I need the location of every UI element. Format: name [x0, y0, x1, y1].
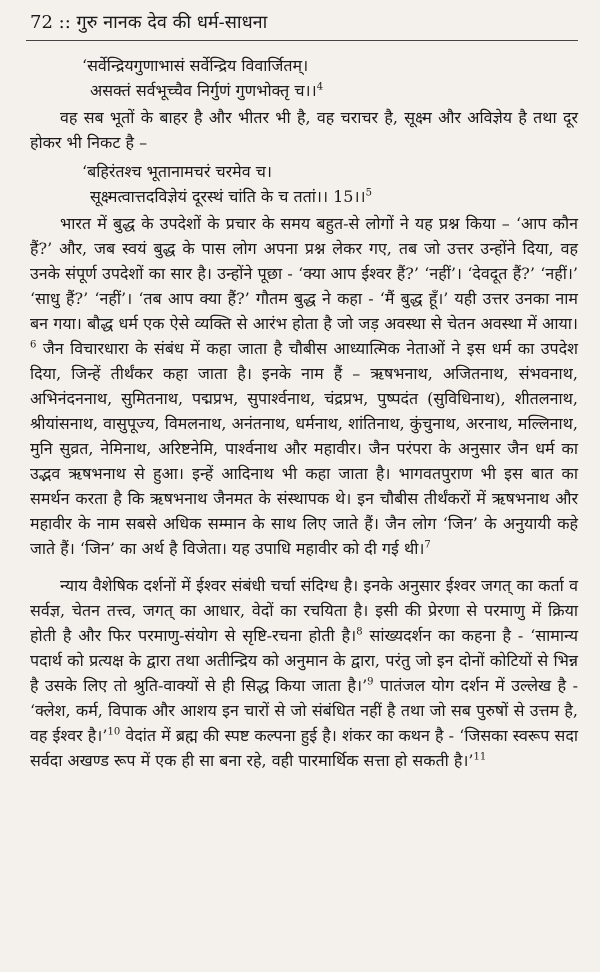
paragraph-2-part-1: भारत में बुद्ध के उपदेशों के प्रचार के समय बहुत-से लोगों ने यह प्रश्न किया – ‘आप कौन हैं?’ और, जब स्वयं बुद्ध के पास लोग अपना प्रश्न लेकर गए, तब जो उत्तर उन्होंने दिया, वह उनके संपूर्ण उपदेशों का सार है। उन्होंने पूछा - ‘क्या आप ईश्वर हैं?’ ‘नहीं’। ‘देवदूत हैं?’ ‘नहीं।’ ‘साधु हैं?’ ‘नहीं’। ‘तब आप क्या हैं?’ गौतम बुद्ध ने कहा - ‘मैं बुद्ध हूँ।’ यही उत्तर उनका नाम बन गया। बौद्ध धर्म एक ऐसे व्यक्ति से आरंभ होता है जो जड़ अवस्था से चेतन अवस्था में आया। — [30, 214, 578, 333]
paragraph-gap — [30, 565, 578, 571]
header-divider — [26, 40, 578, 41]
verse-1-line-2: असक्तं सर्वभूच्चैव निर्गुणं गुणभोक्तृ च।। — [90, 81, 317, 100]
footnote-ref-5: 5 — [365, 187, 372, 199]
sanskrit-verse-2 — [82, 159, 578, 209]
book-title: गुरु नानक देव की धर्म-साधना — [76, 12, 268, 33]
paragraph-3-part-3: पातंजल योग दर्शन में उल्लेख है - ‘क्लेश, कर्म, विपाक और आशय इन चारों से जो संबंधित नहीं है तथा जो सब पुरुषों से उत्तम है, वह ईश्वर है।’ — [30, 676, 578, 745]
footnote-ref-9: 9 — [367, 676, 374, 688]
running-header — [30, 10, 578, 40]
paragraph-1: वह सब भूतों के बाहर है और भीतर भी है, वह चराचर है, सूक्ष्म और अविज्ञेय है तथा दूर होकर भी निकट है – — [30, 108, 578, 152]
paragraph-3 — [30, 573, 578, 773]
page-number: 72 — [30, 12, 53, 33]
paragraph-2-part-2: जैन विचारधारा के संबंध में कहा जाता है चौबीस आध्यात्मिक नेताओं ने इस धर्म का उपदेश दिया, जिन्हें तीर्थंकर कहा जाता है। इनके नाम हैं – ऋषभनाथ, अजितनाथ, संभवनाथ, अभिनंदननाथ, सुमितनाथ, पद्मप्रभ, सुपार्श्वनाथ, चंद्रप्रभ, पुष्पदंत (सुविधिनाथ), शीतलनाथ, श्रीयांसनाथ, वासुपूज्य, विमलनाथ, अनंतनाथ, धर्मनाथ, शांतिनाथ, कुंचुनाथ, अरनाथ, मल्लिनाथ, मुनि सुव्रत, नेमिनाथ, अरिष्टनेमि, पार्श्वनाथ और महावीर। जैन परंपरा के अनुसार जैन धर्म का उद्भव ऋषभनाथ से हुआ। इन्हें आदिनाथ भी कहा जाता है। भागवतपुराण भी इस बात का समर्थन करता है कि ऋषभनाथ जैनमत के संस्थापक थे। इन चौबीस तीर्थंकरों में ऋषभनाथ और महावीर के नाम सबसे अधिक सम्मान के साथ लिए जाते हैं। जैन लोग ‘जिन’ के अनुयायी कहे जाते हैं। ‘जिन’ का अर्थ है विजेता। यह उपाधि महावीर को दी गई थी। — [30, 339, 578, 558]
footnote-ref-6: 6 — [30, 339, 37, 351]
paragraph-3-part-2: सांख्यदर्शन का कहना है - ‘सामान्य पदार्थ को प्रत्यक्ष के द्वारा तथा अतीन्द्रिय को अनुमान के द्वारा, परंतु जो इन दोनों कोटियों से भिन्न है उसके लिए तो श्रुति-वाक्यों से ही सिद्ध किया जाता है।’ — [30, 626, 578, 695]
sanskrit-verse-1 — [82, 53, 578, 103]
paragraph-3-part-4: वेदांत में ब्रह्म की स्पष्ट कल्पना हुई है। शंकर का कथन है - ‘जिसका स्वरूप सदा सर्वदा अखण्ड रूप में एक ही सा बना रहे, वही पारमार्थिक सत्ता हो सकती है।’ — [30, 726, 578, 770]
footnote-ref-10: 10 — [107, 726, 121, 738]
footnote-ref-4: 4 — [316, 81, 324, 93]
header-separator: :: — [58, 12, 71, 33]
paragraph-3-part-1: न्याय वैशेषिक दर्शनों में ईश्वर संबंधी चर्चा संदिग्ध है। इनके अनुसार ईश्वर जगत् का कर्ता व सर्वज्ञ, चेतन तत्त्व, जगत् का आधार, वेदों का रचयिता है। इसी की प्रेरणा से परमाणु में क्रिया होती है और फिर परमाणु-संयोग से सृष्टि-रचना होती है। — [30, 576, 578, 645]
footnote-ref-7: 7 — [424, 539, 431, 551]
verse-1-line-1: ‘सर्वेन्द्रियगुणाभासं सर्वेन्द्रिय विवार्जितम्। — [82, 56, 309, 75]
verse-2-line-1: ‘बहिरंतश्च भूतानामचरं चरमेव च। — [82, 162, 272, 181]
footnote-ref-11: 11 — [473, 751, 487, 763]
paragraph-2 — [30, 211, 578, 561]
verse-2-line-2: सूक्ष्मत्वात्तदविज्ञेयं दूरस्थं चांति के च ततां।। 15।। — [90, 187, 366, 206]
verse-2-line-2-wrap — [82, 184, 578, 209]
verse-1-line-2-wrap — [82, 78, 578, 103]
footnote-ref-8: 8 — [356, 626, 363, 638]
